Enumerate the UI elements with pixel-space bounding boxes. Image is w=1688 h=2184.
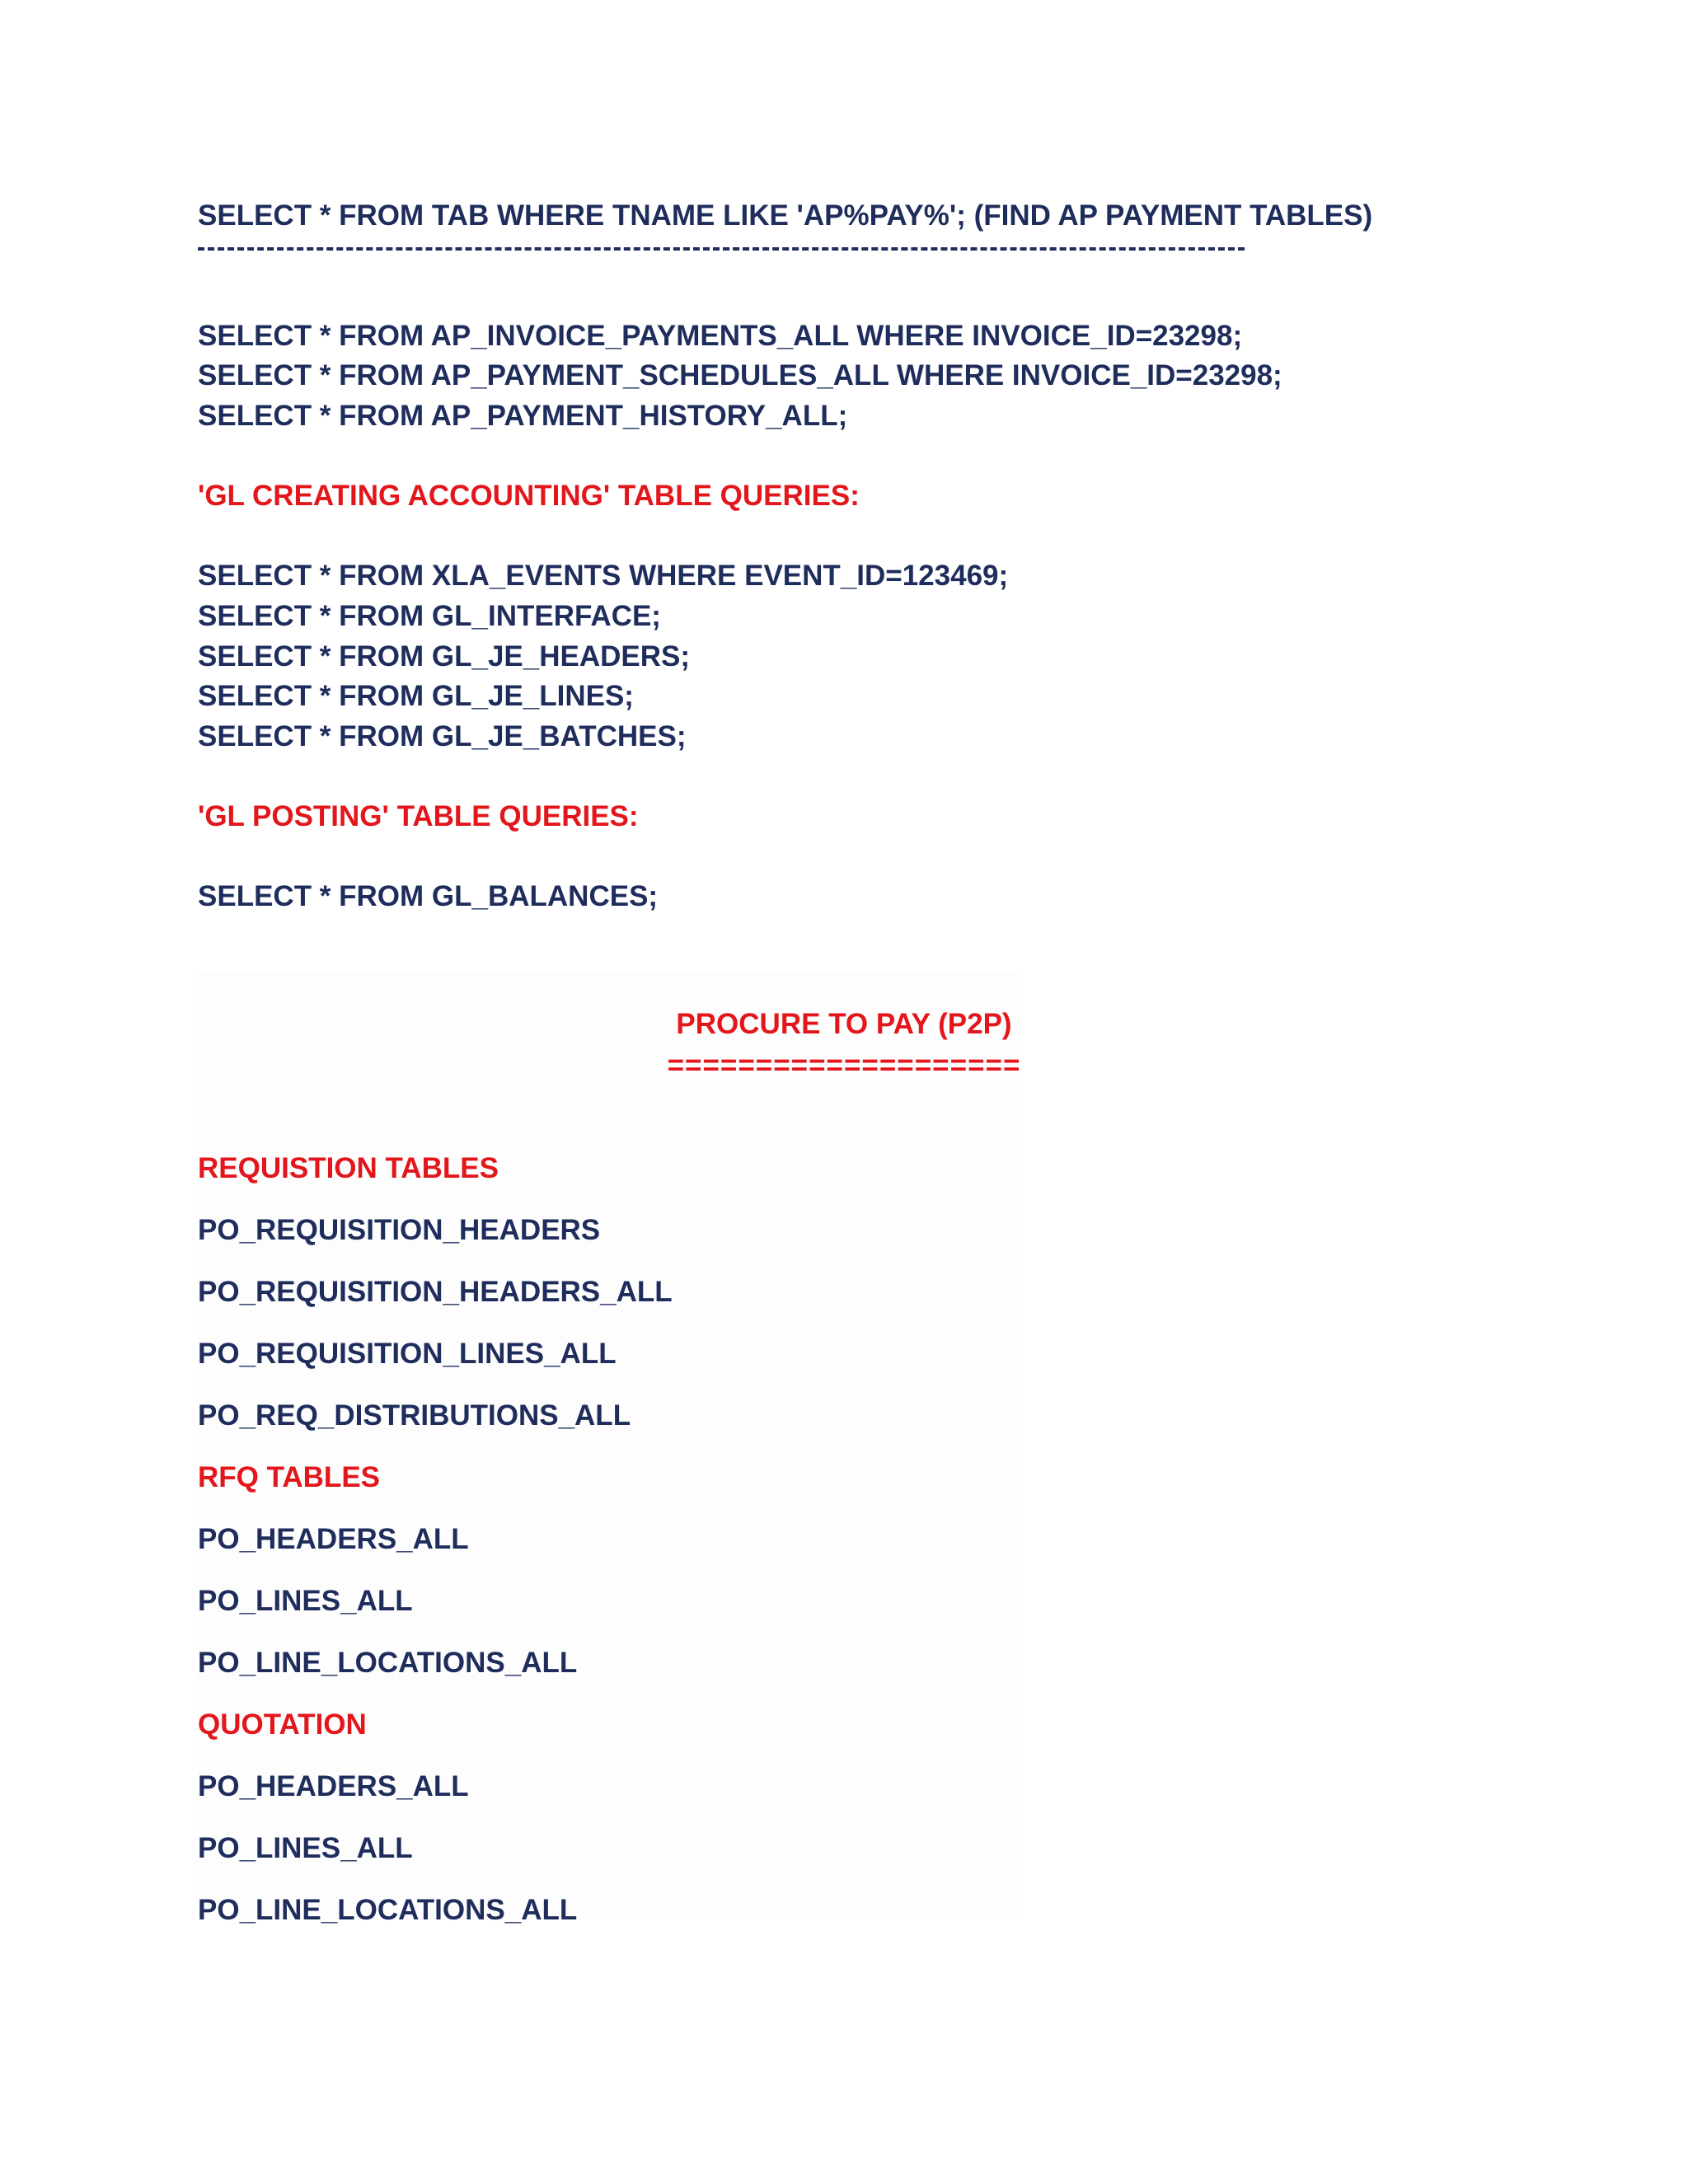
quotation-table-1: PO_HEADERS_ALL [198, 1770, 469, 1802]
gl-creating-query-2: SELECT * FROM GL_INTERFACE; [198, 600, 661, 632]
requisition-table-4: PO_REQ_DISTRIBUTIONS_ALL [198, 1399, 631, 1432]
rfq-heading: RFQ TABLES [198, 1461, 381, 1493]
quotation-heading: QUOTATION [198, 1708, 367, 1741]
ap-query-3: SELECT * FROM AP_PAYMENT_HISTORY_ALL; [198, 400, 848, 432]
gl-creating-query-5: SELECT * FROM GL_JE_BATCHES; [198, 720, 687, 752]
gl-posting-heading: 'GL POSTING' TABLE QUERIES: [198, 800, 639, 832]
requisition-table-3: PO_REQUISITION_LINES_ALL [198, 1338, 617, 1370]
ap-query-2: SELECT * FROM AP_PAYMENT_SCHEDULES_ALL WHERE INVOICE_ID=23298; [198, 359, 1282, 391]
requisition-table-1: PO_REQUISITION_HEADERS [198, 1214, 601, 1246]
gl-creating-query-4: SELECT * FROM GL_JE_LINES; [198, 680, 634, 712]
gl-creating-query-3: SELECT * FROM GL_JE_HEADERS; [198, 640, 691, 673]
header-query: SELECT * FROM TAB WHERE TNAME LIKE 'AP%PAY%'; (FIND AP PAYMENT TABLES) [198, 199, 1373, 232]
gl-posting-query-1: SELECT * FROM GL_BALANCES; [198, 880, 659, 912]
gl-creating-query-1: SELECT * FROM XLA_EVENTS WHERE EVENT_ID=123469; [198, 560, 1009, 592]
requisition-table-2: PO_REQUISITION_HEADERS_ALL [198, 1276, 673, 1308]
rfq-table-2: PO_LINES_ALL [198, 1585, 413, 1617]
rfq-table-1: PO_HEADERS_ALL [198, 1523, 469, 1555]
quotation-table-2: PO_LINES_ALL [198, 1832, 413, 1864]
rfq-table-3: PO_LINE_LOCATIONS_ALL [198, 1647, 578, 1679]
quotation-table-3: PO_LINE_LOCATIONS_ALL [198, 1894, 578, 1926]
gl-creating-heading: 'GL CREATING ACCOUNTING' TABLE QUERIES: [198, 480, 860, 512]
p2p-title-underline: ==================== [667, 1049, 1021, 1081]
requisition-heading: REQUISTION TABLES [198, 1152, 499, 1184]
dashed-divider [198, 247, 1245, 254]
p2p-title: PROCURE TO PAY (P2P) [676, 1008, 1012, 1040]
ap-query-1: SELECT * FROM AP_INVOICE_PAYMENTS_ALL WHERE INVOICE_ID=23298; [198, 320, 1243, 352]
